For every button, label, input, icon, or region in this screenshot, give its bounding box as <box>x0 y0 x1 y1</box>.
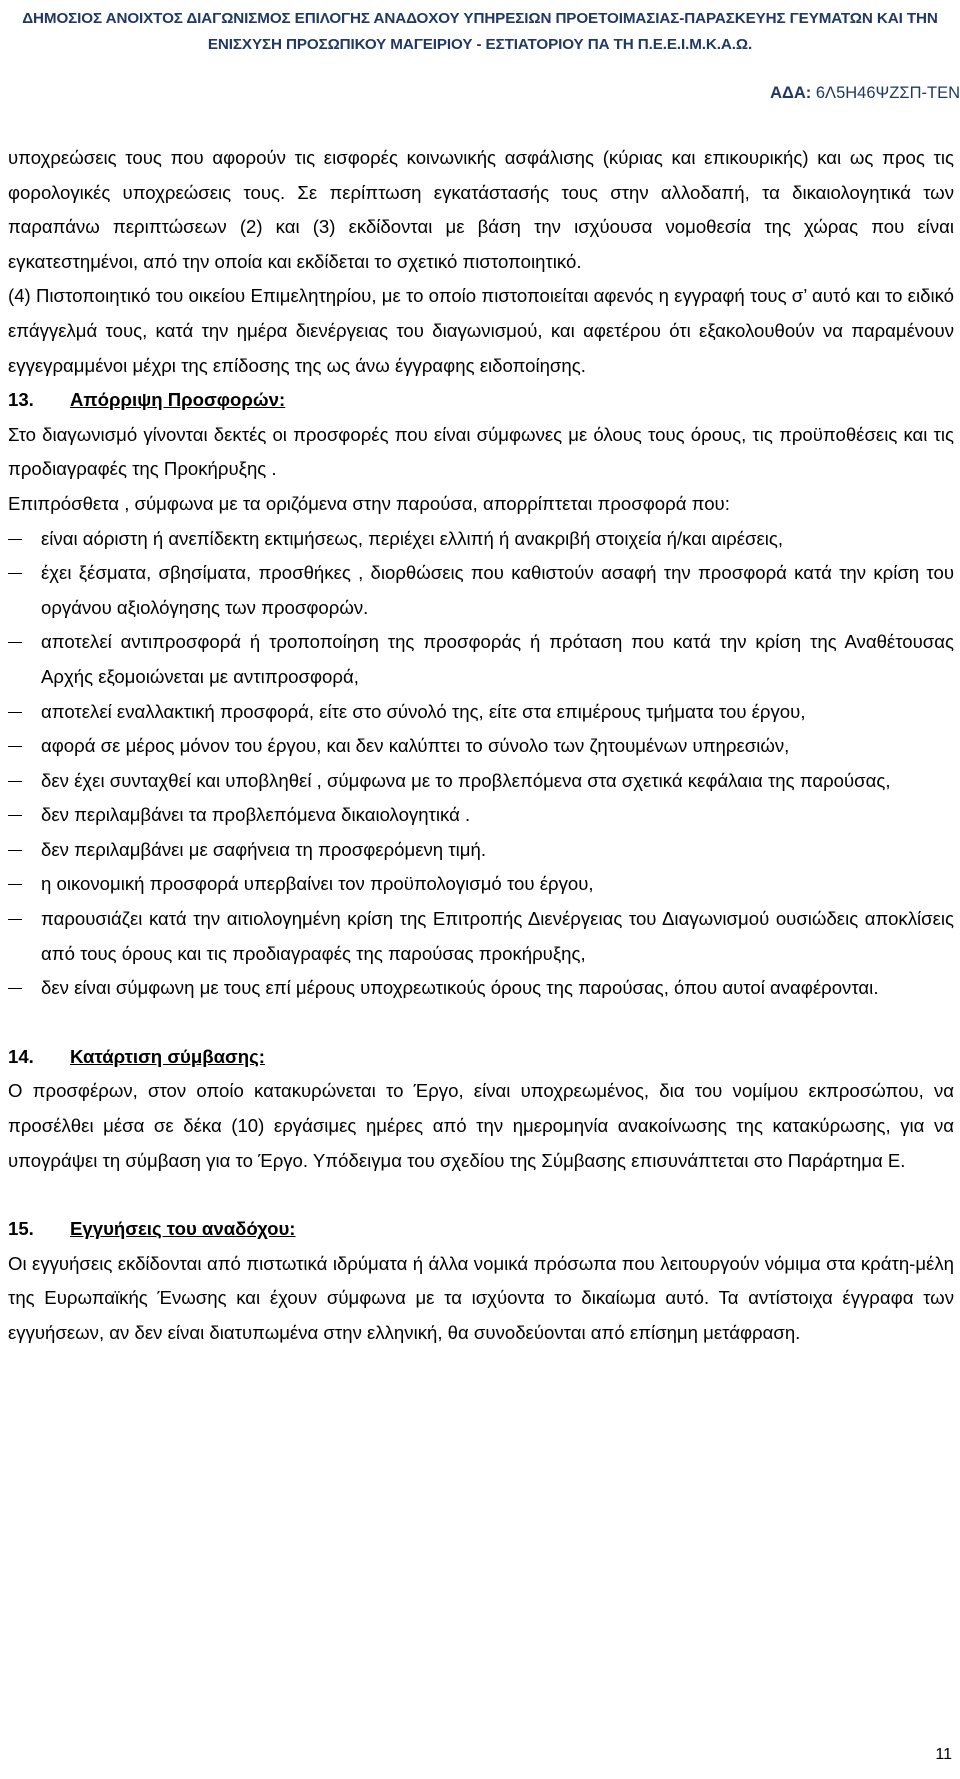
section-13-heading <box>8 383 954 418</box>
list-item: δεν είναι σύμφωνη με τους επί μέρους υποχρεωτικούς όρους της παρούσας, όπου αυτοί αναφέρονται. <box>8 971 954 1006</box>
continuation-paragraph-2: (4) Πιστοποιητικό του οικείου Επιμελητηρίου, με το οποίο πιστοποιείται αφενός η εγγραφή τους σ’ αυτό και το ειδικό επάγγελμά τους, κατά την ημέρα διενέργειας του διαγωνισμού, και αφετέρου ότι εξακολουθούν να παραμένουν εγγεγραμμένοι μέχρι της επίδοσης της ως άνω έγγραφης ειδοποίησης. <box>8 285 954 376</box>
section-13-title: Απόρριψη Προσφορών: <box>70 389 286 411</box>
section-13-number: 13. <box>8 389 34 411</box>
list-item: παρουσιάζει κατά την αιτιολογημένη κρίση της Επιτροπής Διενέργειας του Διαγωνισμού ουσιώδεις αποκλίσεις από τους όρους και τις προδιαγραφές της παρούσας προκήρυξης, <box>8 902 954 971</box>
document-header <box>0 6 960 58</box>
spacer <box>8 1006 954 1040</box>
section-15-number: 15. <box>8 1218 34 1240</box>
section-15-paragraph: Οι εγγυήσεις εκδίδονται από πιστωτικά ιδρύματα ή άλλα νομικά πρόσωπα που λειτουργούν νόμιμα στα κράτη-μέλη της Ευρωπαϊκής Ένωσης και έχουν σύμφωνα με τα ισχύοντα το δικαίωμα αυτό. Τα αντίστοιχα έγγραφα των εγγυήσεων, αν δεν είναι διατυπωμένα στην ελληνική, θα συνοδεύονται από επίσημη μετάφραση. <box>8 1252 954 1343</box>
ada-code <box>5 84 960 103</box>
header-line-1: ΔΗΜΟΣΙΟΣ ΑΝΟΙΧΤΟΣ ΔΙΑΓΩΝΙΣΜΟΣ ΕΠΙΛΟΓΗΣ ΑΝΑΔΟΧΟΥ ΥΠΗΡΕΣΙΩΝ ΠΡΟΕΤΟΙΜΑΣΙΑΣ-ΠΑΡΑΣΚΕΥΗΣ ΓΕΥΜΑΤΩΝ ΚΑΙ ΤΗΝ <box>22 10 938 27</box>
list-item: δεν έχει συνταχθεί και υποβληθεί , σύμφωνα με το προβλεπόμενα στα σχετικά κεφάλαια της παρούσας, <box>8 764 954 799</box>
section-14-title: Κατάρτιση σύμβασης: <box>70 1045 265 1067</box>
document-body <box>8 141 954 1351</box>
section-15-title: Εγγυήσεις του αναδόχου: <box>70 1218 296 1240</box>
list-item: είναι αόριστη ή ανεπίδεκτη εκτιμήσεως, περιέχει ελλιπή ή ανακριβή στοιχεία ή/και αιρέσεις, <box>8 522 954 557</box>
list-item: η οικονομική προσφορά υπερβαίνει τον προϋπολογισμό του έργου, <box>8 867 954 902</box>
section-14-paragraph: Ο προσφέρων, στον οποίο κατακυρώνεται το Έργο, είναι υποχρεωμένος, δια του νομίμου εκπροσώπου, να προσέλθει μέσα σε δέκα (10) εργάσιμες ημέρες από την ημερομηνία ανακοίνωσης της κατακύρωσης, για να υπογράψει τη σύμβαση για το Έργο. Υπόδειγμα του σχεδίου της Σύμβασης επισυνάπτεται στο Παράρτημα Ε. <box>8 1080 954 1171</box>
section-13-paragraph-2: Επιπρόσθετα , σύμφωνα με τα οριζόμενα στην παρούσα, απορρίπτεται προσφορά που: <box>8 492 730 514</box>
rejection-criteria-list <box>8 522 954 1006</box>
section-15-heading <box>8 1212 954 1247</box>
list-item: δεν περιλαμβάνει με σαφήνεια τη προσφερόμενη τιμή. <box>8 833 954 868</box>
header-line-2: ΕΝΙΣΧΥΣΗ ΠΡΟΣΩΠΙΚΟΥ ΜΑΓΕΙΡΙΟΥ - ΕΣΤΙΑΤΟΡΙΟΥ ΠΑ ΤΗ Π.Ε.Ε.Ι.Μ.Κ.Α.Ω. <box>207 36 753 53</box>
list-item: αποτελεί αντιπροσφορά ή τροποποίηση της προσφοράς ή πρόταση που κατά την κρίση της Αναθέτουσας Αρχής εξομοιώνεται με αντιπροσφορά, <box>8 625 954 694</box>
page-number: 11 <box>935 1746 952 1763</box>
list-item: έχει ξέσματα, σβησίματα, προσθήκες , διορθώσεις που καθιστούν ασαφή την προσφορά κατά την κρίση του οργάνου αξιολόγησης των προσφορών. <box>8 556 954 625</box>
ada-value: 6Λ5Η46ΨΖΣΠ-ΤΕΝ <box>811 84 960 102</box>
list-item: αφορά σε μέρος μόνον του έργου, και δεν καλύπτει το σύνολο των ζητουμένων υπηρεσιών, <box>8 729 954 764</box>
section-13-paragraph-1: Στο διαγωνισμό γίνονται δεκτές οι προσφορές που είναι σύμφωνες με όλους τους όρους, τις προϋποθέσεις και τις προδιαγραφές της Προκήρυξης . <box>8 423 954 480</box>
spacer <box>8 1178 954 1212</box>
list-item: δεν περιλαμβάνει τα προβλεπόμενα δικαιολογητικά . <box>8 798 954 833</box>
ada-label: ΑΔΑ: <box>770 84 812 102</box>
section-14-number: 14. <box>8 1045 34 1067</box>
section-14-heading <box>8 1040 954 1075</box>
list-item: αποτελεί εναλλακτική προσφορά, είτε στο σύνολό της, είτε στα επιμέρους τμήματα του έργου, <box>8 695 954 730</box>
continuation-paragraph-1: υποχρεώσεις τους που αφορούν τις εισφορές κοινωνικής ασφάλισης (κύριας και επικουρικής) και ως προς τις φορολογικές υποχρεώσεις τους. Σε περίπτωση εγκατάστασής τους στην αλλοδαπή, τα δικαιολογητικά των παραπάνω περιπτώσεων (2) και (3) εκδίδονται με βάση την ισχύουσα νομοθεσία της χώρας που είναι εγκατεστημένοι, από την οποία και εκδίδεται το σχετικό πιστοποιητικό. <box>8 147 954 272</box>
